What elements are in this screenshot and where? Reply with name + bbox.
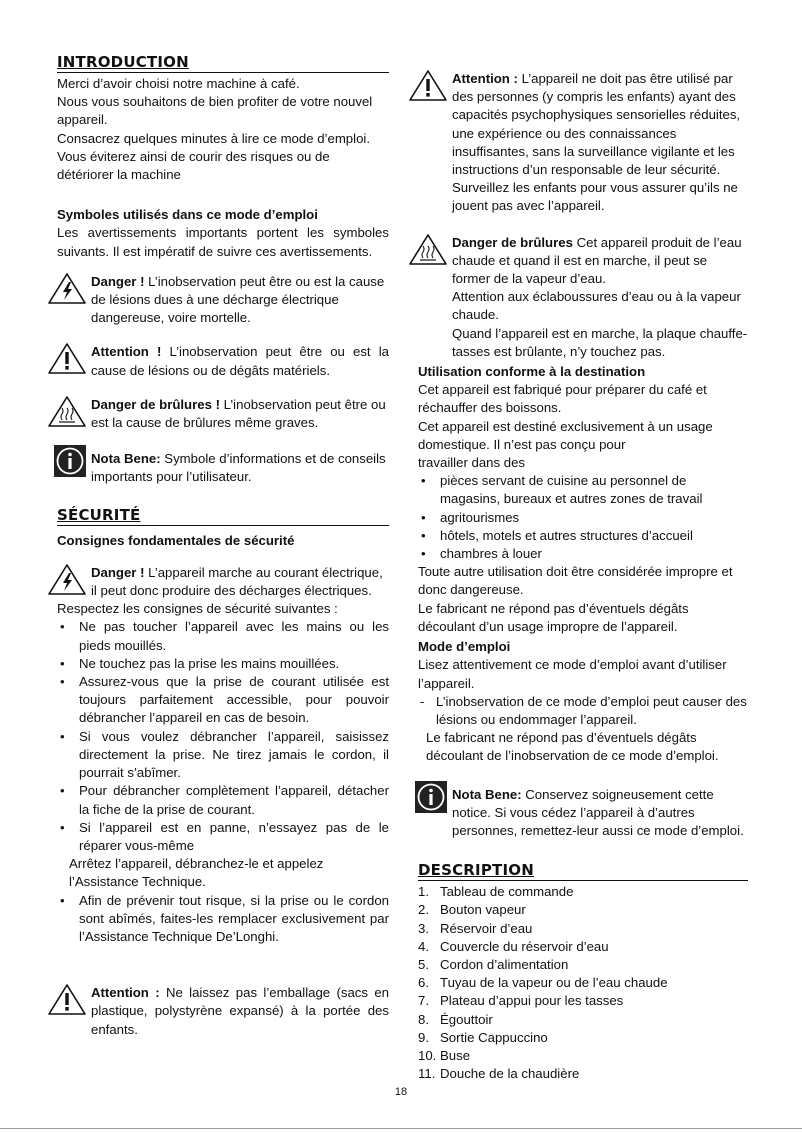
mode-paragraph-2: Le fabricant ne répond pas d’éventuels dégâts découlant de l’inobservation de ce mode d’emploi.: [426, 730, 719, 764]
list-item-text: Couvercle du réservoir d’eau: [440, 938, 609, 954]
electric-danger-icon: [47, 271, 87, 305]
right-nota-text: Conservez soigneusement cette notice. Si vous cédez l’appareil à d’autres personnes, remettez-leur aussi ce mode d’emploi.: [452, 786, 744, 838]
securite-danger-text: L’appareil marche au courant électrique, il peut donc produire des décharges électriques.: [91, 564, 383, 599]
mode-dash-text: L’inobservation de ce mode d’emploi peut causer des lésions ou endommager l’appareil.: [436, 693, 747, 727]
arretez-paragraph: [57, 855, 389, 891]
attention-text: L’inobservation peut être ou est la cause de lésions ou de dégâts matériels.: [91, 344, 389, 378]
list-item-text: Tableau de commande: [440, 884, 574, 900]
list-item: • pièces servant de cuisine au personnel de magasins, bureaux et autres zones de travail: [418, 472, 748, 508]
list-item: 1. Tableau de commande: [418, 884, 574, 900]
nota-label: Nota Bene:: [91, 451, 161, 467]
intro-paragraph-4: Vous éviterez ainsi de courir des risques ou de détériorer la machine: [57, 148, 330, 183]
securite-heading: SÉCURITÉ: [57, 505, 389, 526]
list-item: 7. Plateau d’appui pour les tasses: [418, 993, 624, 1009]
list-item-text: Cordon d’alimentation: [440, 956, 569, 972]
list-item-text: Réservoir d’eau: [440, 920, 533, 936]
symbol-nota: [57, 450, 389, 486]
list-item: 5. Cordon d’alimentation: [418, 956, 569, 972]
warning-icon: [408, 68, 448, 102]
usage-paragraph-4: Toute autre utilisation doit être considérée impropre et donc dangereuse.: [418, 564, 733, 598]
symbols-heading: Symboles utilisés dans ce mode d’emploi: [57, 207, 318, 223]
mode-paragraph-1: Lisez attentivement ce mode d’emploi avant d’utiliser l’appareil.: [418, 657, 727, 691]
list-item-text: Bouton vapeur: [440, 902, 526, 918]
list-item-text: Tuyau de la vapeur ou de l’eau chaude: [440, 975, 668, 991]
attention-label: Attention !: [91, 344, 162, 360]
list-item-text: Plateau d’appui pour les tasses: [440, 993, 624, 1009]
list-item: 6. Tuyau de la vapeur ou de l’eau chaude: [418, 975, 668, 991]
usage-paragraph-5: Le fabricant ne répond pas d’éventuels dégâts découlant d’un usage impropre de l’appareil.: [418, 600, 689, 634]
symbol-attention: [57, 343, 389, 379]
right-attention-label: Attention :: [452, 71, 518, 86]
usage-paragraph-1: Cet appareil est fabriqué pour préparer du café et réchauffer des boissons.: [418, 382, 707, 416]
introduction-heading: INTRODUCTION: [57, 52, 389, 73]
danger-text: L’inobservation peut être ou est la cause de lésions dues à une décharge électrique dangereuse, voire mortelle.: [91, 273, 385, 326]
symbol-burn: [57, 396, 389, 432]
list-item-text: Douche de la chaudière: [440, 1066, 580, 1082]
list-item: 2. Bouton vapeur: [418, 902, 526, 918]
list-item: 9. Sortie Cappuccino: [418, 1029, 548, 1045]
list-item: • Ne pas toucher l’appareil avec les mains ou les pieds mouillés.: [57, 618, 389, 654]
list-item: 4. Couvercle du réservoir d’eau: [418, 938, 609, 954]
usage-paragraph-3: travailler dans des: [418, 455, 526, 471]
usage-paragraph-2: Cet appareil est destiné exclusivement à un usage domestique. Il n’est pas conçu pour: [418, 418, 713, 452]
mode-heading: Mode d’emploi: [418, 639, 511, 655]
page-number: 18: [394, 1086, 408, 1098]
list-item-text: Sortie Cappuccino: [440, 1029, 548, 1045]
right-column: [418, 70, 748, 1083]
arretez-text: Arrêtez l’appareil, débranchez-le et appelez l’Assistance Technique.: [69, 856, 324, 890]
bottom-rule: [0, 1128, 802, 1129]
list-item-text: Buse: [440, 1047, 471, 1063]
securite-subheading: Consignes fondamentales de sécurité: [57, 532, 295, 548]
warning-icon: [47, 341, 87, 375]
list-item: • agritourismes: [418, 509, 748, 527]
safety-bullet-list-last: [57, 892, 389, 947]
description-list: [418, 883, 748, 1083]
right-burn-text-3: Quand l’appareil est en marche, la plaque chauffe-tasses est brûlante, n’y touchez pas.: [452, 325, 748, 359]
right-nota-label: Nota Bene:: [452, 786, 522, 802]
right-burn-text-1: Cet appareil produit de l’eau chaude et quand il est en marche, il peut se former de la vapeur d’eau.: [452, 234, 742, 287]
symbols-intro: Les avertissements importants portent les symboles suivants. Il est impératif de suivre ces avertissements.: [57, 225, 389, 259]
usage-bullet-list: [418, 472, 748, 563]
securite-danger: [57, 564, 389, 600]
list-item: 8. Égouttoir: [418, 1011, 493, 1027]
list-item: 11. Douche de la chaudière: [418, 1066, 580, 1082]
warning-icon: [47, 982, 87, 1016]
list-item: 3. Réservoir d’eau: [418, 920, 533, 936]
respect-consignes: Respectez les consignes de sécurité suivantes :: [57, 601, 338, 617]
right-attention: [418, 70, 748, 216]
electric-danger-icon: [47, 562, 87, 596]
usage-heading: Utilisation conforme à la destination: [418, 364, 646, 380]
hot-surface-icon: [47, 394, 87, 428]
list-item: • chambres à louer: [418, 545, 748, 563]
nota-text: Symbole d’informations et de conseils importants pour l’utilisateur.: [91, 451, 386, 485]
securite-attention: [57, 984, 389, 1039]
mode-dash-item: - L’inobservation de ce mode d’emploi peut causer des lésions ou endommager l’appareil.: [420, 693, 747, 727]
securite-danger-label: Danger !: [91, 564, 145, 580]
danger-label: Danger !: [91, 273, 145, 289]
list-item-text: Égouttoir: [440, 1011, 493, 1027]
hot-surface-icon: [408, 232, 448, 266]
burn-label: Danger de brûlures !: [91, 396, 220, 412]
right-attention-text: L’appareil ne doit pas être utilisé par des personnes (y compris les enfants) ayant des capacités psychophysiques sensorielles réduites, une expérience ou des connaissances insuffisantes, sans la surveillance vigilante et les instructions d’un responsable de leur sécurité. Surveillez les enfants pour vous assurer qu’ils ne jouent pas avec l’appareil.: [452, 71, 741, 214]
list-item: • Si l’appareil est en panne, n’essayez pas de le réparer vous-même: [57, 819, 389, 855]
intro-paragraph-2: Nous vous souhaitons de bien profiter de votre nouvel appareil.: [57, 94, 373, 128]
burn-text: L’inobservation peut être ou est la cause de brûlures même graves.: [91, 396, 386, 431]
intro-paragraph-3: Consacrez quelques minutes à lire ce mode d’emploi.: [57, 130, 370, 146]
list-item: • Afin de prévenir tout risque, si la prise ou le cordon sont abîmés, faites-les remplacer exclusivement par l’Assistance Technique De’Longhi.: [57, 892, 389, 947]
description-heading: DESCRIPTION: [418, 860, 748, 881]
list-item: • Pour débrancher complètement l’appareil, détacher la fiche de la prise de courant.: [57, 782, 389, 818]
right-burn-text-2: Attention aux éclaboussures d’eau ou à la vapeur chaude.: [452, 289, 741, 323]
right-nota: [418, 786, 748, 841]
securite-attention-text: Ne laissez pas l’emballage (sacs en plastique, polystyrène expansé) à la portée des enfants.: [91, 985, 389, 1037]
right-burn: [418, 234, 748, 361]
safety-bullet-list: [57, 618, 389, 855]
list-item: • Assurez-vous que la prise de courant utilisée est toujours parfaitement accessible, pour pouvoir débrancher l’appareil en cas de besoin.: [57, 673, 389, 728]
list-item: • hôtels, motels et autres structures d’accueil: [418, 527, 748, 545]
symbol-danger: [57, 273, 389, 328]
list-item: • Si vous voulez débrancher l’appareil, saisissez directement la prise. Ne tirez jamais le cordon, il pourrait s’abîmer.: [57, 728, 389, 783]
left-column: [57, 52, 389, 1039]
list-item: 10. Buse: [418, 1047, 471, 1063]
intro-paragraph-1: Merci d’avoir choisi notre machine à café.: [57, 76, 300, 91]
list-item: • Ne touchez pas la prise les mains mouillées.: [57, 655, 389, 673]
info-icon: [415, 781, 447, 813]
right-burn-label: Danger de brûlures: [452, 234, 573, 250]
info-icon: [54, 445, 86, 477]
securite-attention-label: Attention :: [91, 985, 160, 1001]
